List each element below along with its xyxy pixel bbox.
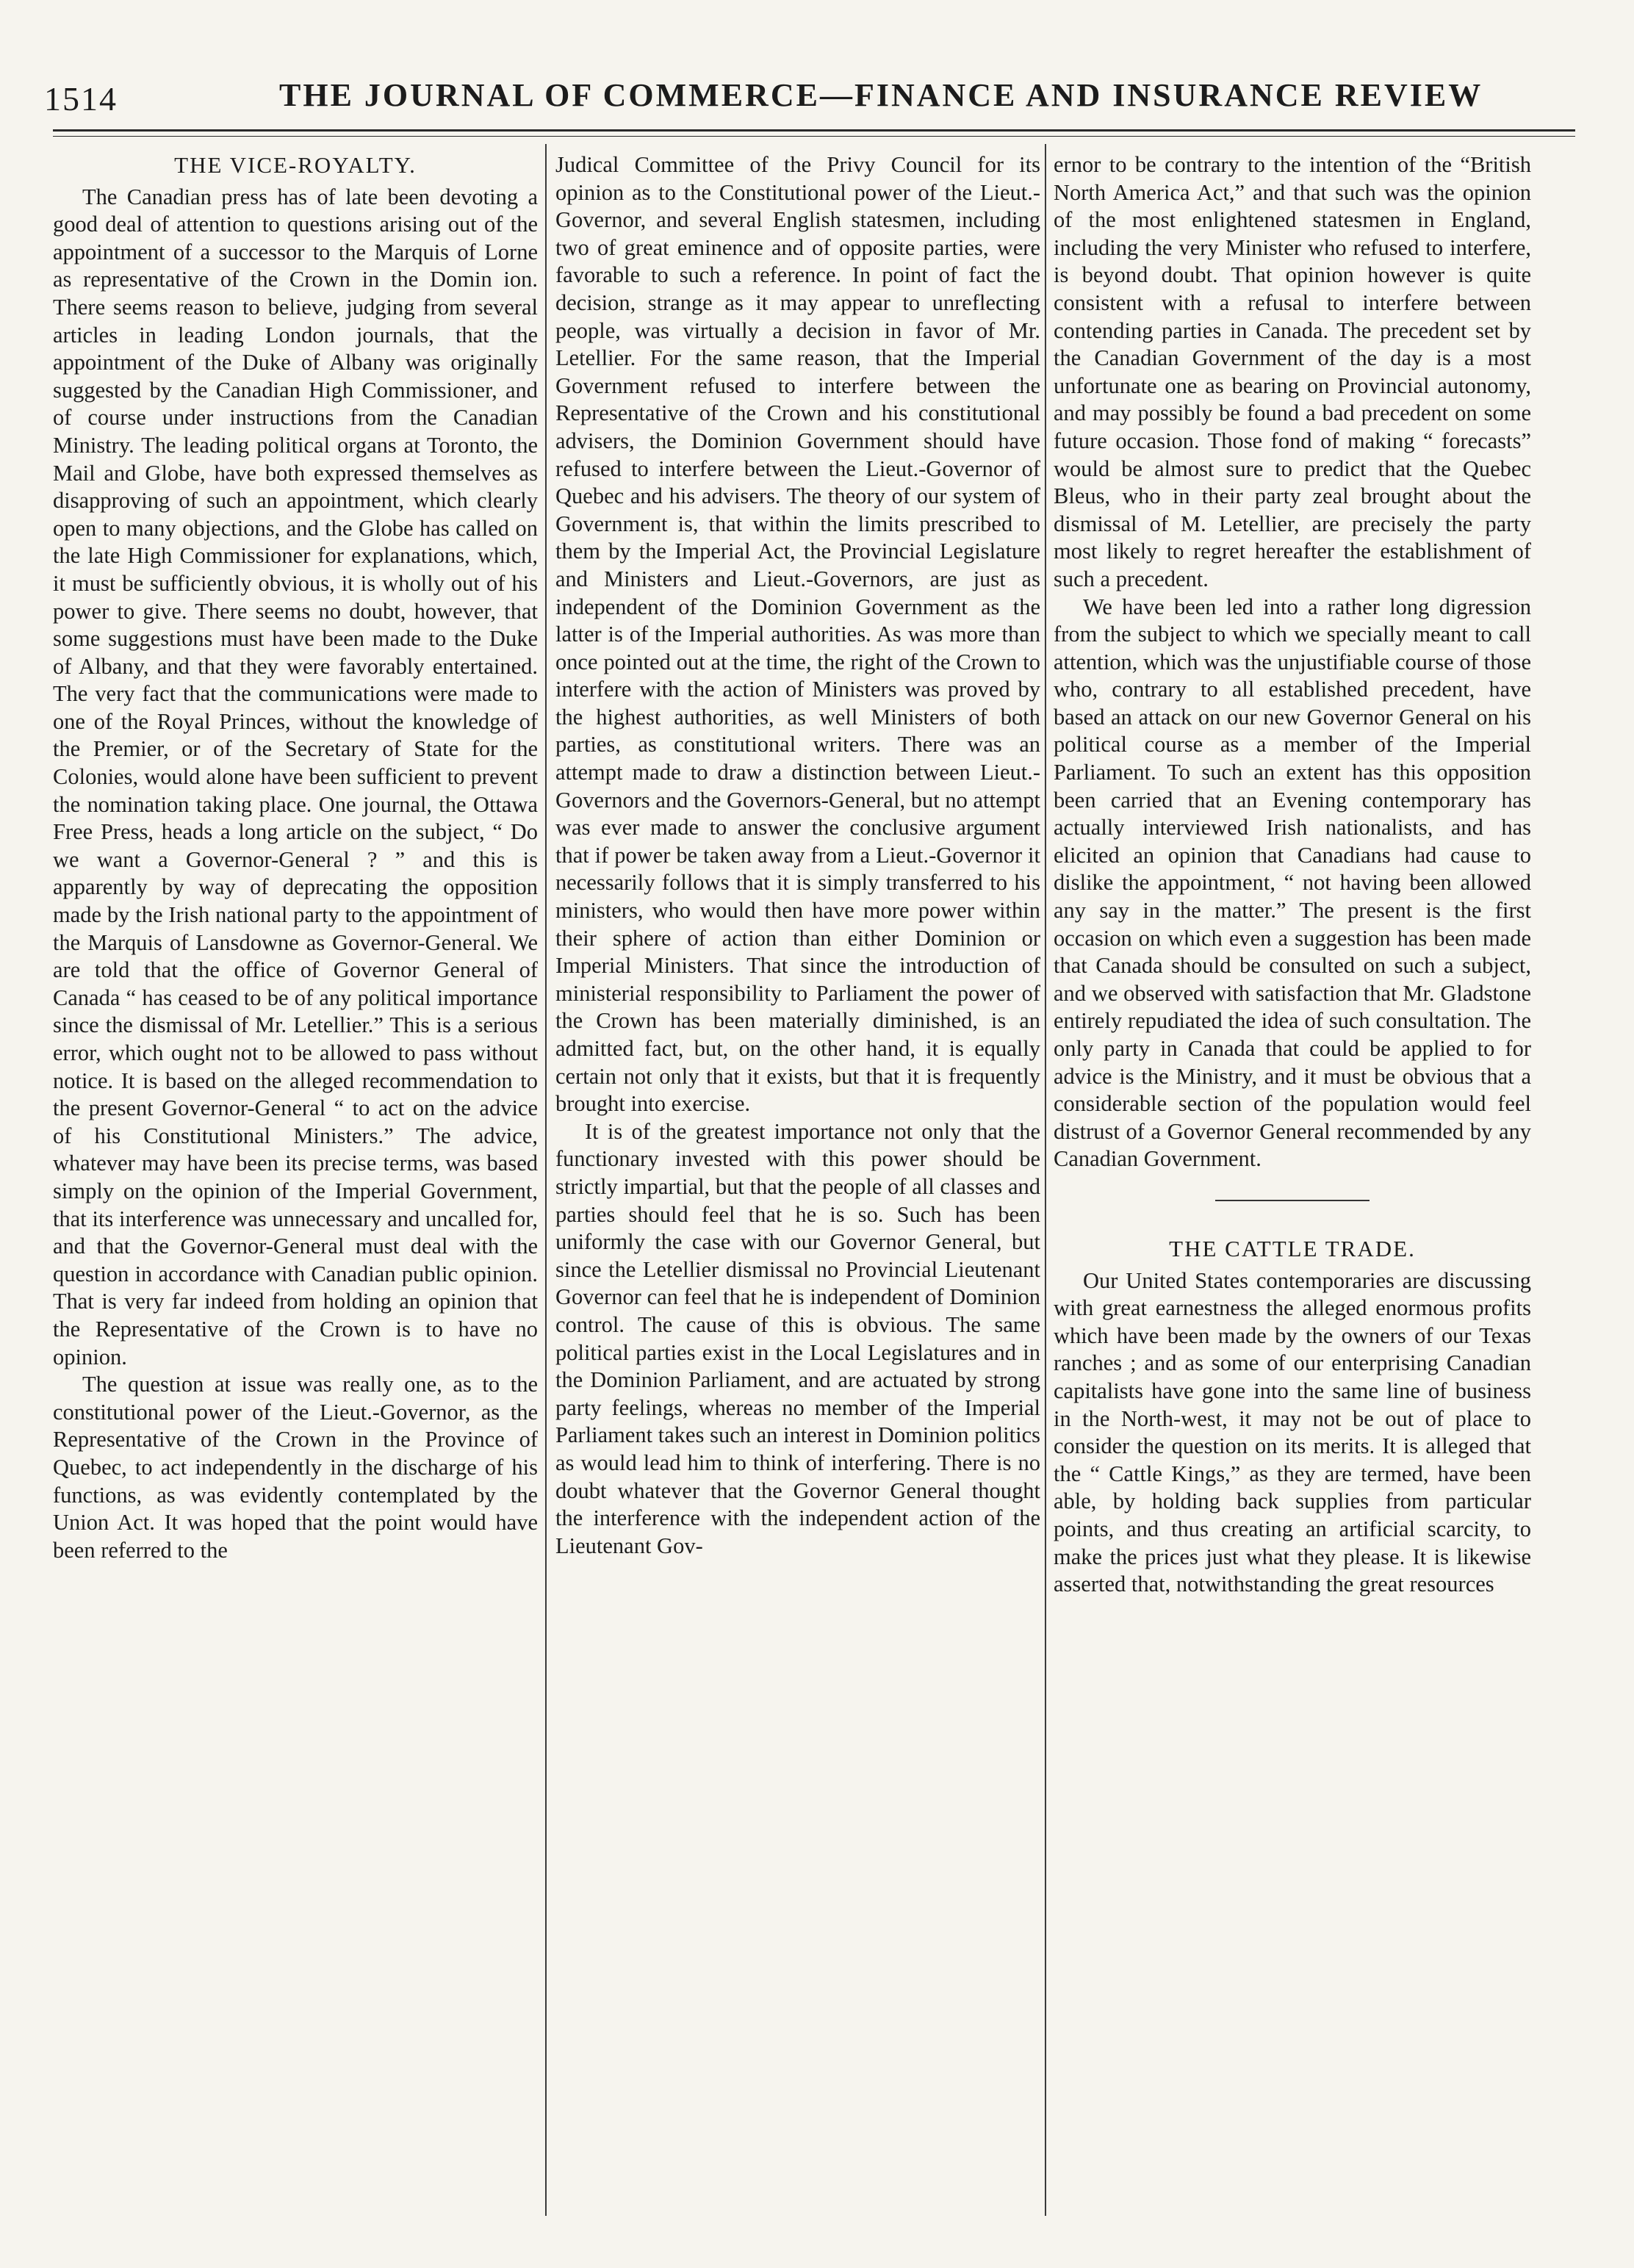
- paragraph: Judical Committee of the Privy Council for its opinion as to the Constitutional power of the Lieut.-Governor, and several English statesmen, including two of great eminence and of opposite parties, were favorable to such a reference. In point of fact the decision, strange as it may appear to unreflecting people, was virtually a decision in favor of Mr. Letellier. For the same reason, that the Imperial Government refused to interfere between the Representative of the Crown and his constitutional advisers, the Dominion Government should have refused to interfere between the Lieut.-Governor of Quebec and his advisers. The theory of our system of Government is, that within the limits prescribed to them by the Imperial Act, the Provincial Legislature and Ministers and Lieut.-Governors, are just as independent of the Dominion Government as the latter is of the Imperial authorities. As was more than once pointed out at the time, the right of the Crown to interfere with the action of Ministers was proved by the highest authorities, as well Ministers of both parties, as constitutional writers. There was an attempt made to draw a distinction between Lieut.-Governors and the Governors-General, but no attempt was ever made to answer the conclusive argument that if power be taken away from a Lieut.-Governor it necessarily follows that it is simply transferred to his ministers, who would then have more power within their sphere of action than either Dominion or Imperial Ministers. That since the introduction of ministerial responsibility to Parliament the power of the Crown has been materially diminished, is an admitted fact, but, on the other hand, it is equally certain not only that it exists, but that it is frequently brought into exercise.: [555, 152, 1040, 1117]
- header-rule-thin: [53, 136, 1575, 137]
- paragraph: The Canadian press has of late been devoting a good deal of attention to questions arising out of the appointment of a successor to the Marquis of Lorne as representative of the Crown in the Domin ion. There seems reason to believe, judging from several articles in leading London journals, that the appointment of the Duke of Albany was originally suggested by the Canadian High Commissioner, and of course under instructions from the Canadian Ministry. The leading political organs at Toronto, the Mail and Globe, have both expressed themselves as disapproving of such an appointment, which clearly open to many objections, and the Globe has called on the late High Commissioner for explanations, which, it must be sufficiently obvious, it is wholly out of his power to give. There seems no doubt, however, that some suggestions must have been made to the Duke of Albany, and that they were favorably entertained. The very fact that the communications were made to one of the Royal Princes, without the knowledge of the Premier, or of the Secretary of State for the Colonies, would alone have been sufficient to prevent the nomination taking place. One journal, the Ottawa Free Press, heads a long article on the subject, “ Do we want a Governor-General ? ” and this is apparently by way of deprecating the opposition made by the Irish national party to the appointment of the Marquis of Lansdowne as Governor-General. We are told that the office of Governor General of Canada “ has ceased to be of any political importance since the dismissal of Mr. Letellier.” This is a serious error, which ought not to be allowed to pass without notice. It is based on the alleged recommendation to the present Governor-General “ to act on the advice of his Constitutional Ministers.” The advice, whatever may have been its precise terms, was based simply on the opinion of the Imperial Government, that its interference was unnecessary and uncalled for, and that the Governor-General must deal with the question in accordance with Canadian public opinion. That is very far indeed from holding an opinion that the Representative of the Crown is to have no opinion.: [53, 184, 538, 1369]
- column-2: [555, 151, 1040, 2253]
- column-1: [53, 151, 538, 2253]
- article-title-vice-royalty: THE VICE-ROYALTY.: [174, 152, 417, 178]
- paragraph: It is of the greatest importance not only that the functionary invested with this power should be strictly impartial, but that the people of all classes and parties should feel that he is so. Such has been uniformly the case with our Governor General, but since the Letellier dismissal no Provincial Lieutenant Governor can feel that he is independent of Dominion control. The cause of this is obvious. The same political parties exist in the Local Legislatures and in the Dominion Parliament, and are actuated by strong party feelings, whereas no member of the Imperial Parliament takes such an interest in Dominion politics as would lead him to think of interfering. There is no doubt whatever that the Governor General thought the interference with the independent action of the Lieutenant Gov-: [555, 1118, 1040, 1558]
- paragraph: ernor to be contrary to the intention of the “British North America Act,” and that such was the opinion of the most enlightened statesmen in England, including the very Minister who refused to interfere, is beyond doubt. That opinion however is quite consistent with a refusal to interfere between contending parties in Canada. The precedent set by the Canadian Government of the day is a most unfortunate one as bearing on Provincial autonomy, and may possibly be found a bad precedent on some future occasion. Those fond of making “ forecasts” would be almost sure to predict that the Quebec Bleus, who in their party zeal brought about the dismissal of M. Letellier, are precisely the party most likely to regret hereafter the establishment of such a precedent.: [1054, 152, 1531, 591]
- paragraph: Our United States contemporaries are discussing with great earnestness the alleged enormous profits which have been made by the owners of our Texas ranches ; and as some of our enterprising Canadian capitalists have gone into the same line of business in the North-west, it may not be out of place to consider the question on its merits. It is alleged that the “ Cattle Kings,” as they are termed, have been able, by holding back supplies from particular points, and thus creating an artificial scarcity, to make the prices just what they please. It is likewise asserted that, notwithstanding the great resources: [1054, 1267, 1531, 1597]
- section-separator: [1215, 1200, 1370, 1201]
- article-title-cattle-trade: THE CATTLE TRADE.: [1169, 1235, 1416, 1261]
- column-divider: [545, 144, 547, 2216]
- header-rule: [53, 129, 1575, 132]
- running-head: THE JOURNAL OF COMMERCE—FINANCE AND INSURANCE REVIEW: [279, 77, 1483, 113]
- column-3: [1054, 151, 1531, 2253]
- page-number: 1514: [44, 80, 118, 118]
- paragraph: We have been led into a rather long digression from the subject to which we specially meant to call attention, which was the unjustifiable course of those who, contrary to all established precedent, have based an attack on our new Governor General on his political course as a member of the Imperial Parliament. To such an extent has this opposition been carried that an Evening contemporary has actually interviewed Irish nationalists, and has elicited an opinion that Canadians had cause to dislike the appointment, “ not having been allowed any say in the matter.” The present is the first occasion on which even a suggestion has been made that Canada should be consulted on such a subject, and we observed with satisfaction that Mr. Gladstone entirely repudiated the idea of such consultation. The only party in Canada that could be applied to for advice is the Ministry, and it must be obvious that a considerable section of the population would feel distrust of a Governor General recommended by any Canadian Government.: [1054, 594, 1531, 1172]
- paragraph: The question at issue was really one, as to the constitutional power of the Lieut.-Governor, as the Representative of the Crown in the Province of Quebec, to act independently in the discharge of his functions, as was evidently contemplated by the Union Act. It was hoped that the point would have been referred to the: [53, 1372, 538, 1563]
- column-divider: [1045, 144, 1046, 2216]
